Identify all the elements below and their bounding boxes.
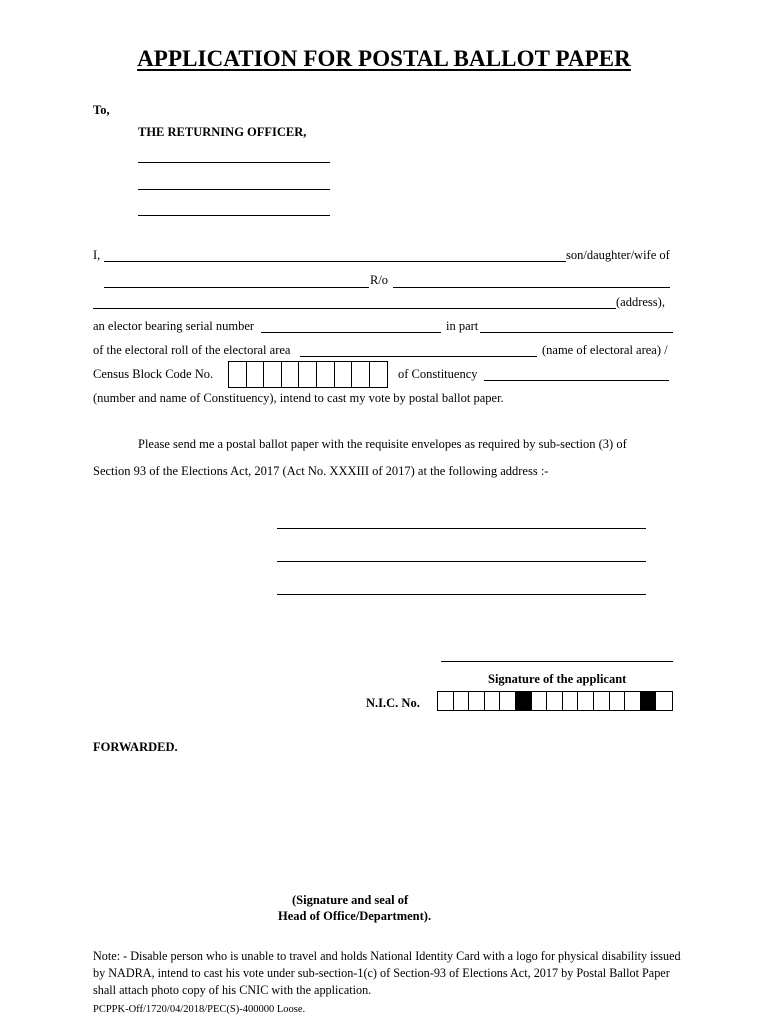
nic-digit[interactable]	[438, 692, 454, 710]
nic-digit[interactable]	[594, 692, 610, 710]
census-block-digit[interactable]	[317, 362, 335, 387]
nic-digit[interactable]	[563, 692, 579, 710]
residence-field-2[interactable]	[93, 308, 616, 309]
residence-field-1[interactable]	[393, 287, 670, 288]
returning-officer-line-2[interactable]	[138, 189, 330, 190]
census-block-digit[interactable]	[335, 362, 353, 387]
relation-name-field[interactable]	[104, 287, 369, 288]
forwarded-label: FORWARDED.	[93, 740, 178, 754]
form-reference-code: PCPPK-Off/1720/04/2018/PEC(S)-400000 Loose.	[93, 1004, 306, 1015]
disability-note: Note: - Disable person who is unable to travel and holds National Identity Card with a logo for physical disability issued by NADRA, intend to cast his vote under sub-section-1(c) of Section-93 of Elections Act, 2017 by Postal Ballot Paper shall attach photo copy of his CNIC with the application.	[93, 949, 681, 997]
nic-digit[interactable]	[656, 692, 672, 710]
nic-digit[interactable]	[532, 692, 548, 710]
nic-number-boxes[interactable]	[437, 691, 673, 711]
electoral-roll-label: of the electoral roll of the electoral area	[93, 343, 291, 357]
census-block-digit[interactable]	[247, 362, 265, 387]
seal-label-line-1: (Signature and seal of	[292, 893, 409, 907]
nic-digit[interactable]	[625, 692, 641, 710]
constituency-field[interactable]	[484, 380, 669, 381]
elector-serial-label: an elector bearing serial number	[93, 319, 255, 333]
nic-digit[interactable]	[485, 692, 501, 710]
census-block-digit[interactable]	[264, 362, 282, 387]
in-part-label: in part	[446, 319, 479, 333]
nic-digit[interactable]	[500, 692, 516, 710]
mailing-address-line-2[interactable]	[277, 561, 646, 562]
nic-label: N.I.C. No.	[366, 696, 420, 710]
census-block-digit[interactable]	[282, 362, 300, 387]
electoral-area-field[interactable]	[300, 356, 537, 357]
electoral-area-hint: (name of electoral area) /	[542, 343, 668, 357]
ro-label: R/o	[370, 273, 389, 287]
nic-digit[interactable]	[547, 692, 563, 710]
nic-digit[interactable]	[610, 692, 626, 710]
salutation: To,	[93, 103, 110, 117]
serial-number-field[interactable]	[261, 332, 441, 333]
applicant-signature-line[interactable]	[441, 661, 673, 662]
relation-label: son/daughter/wife of	[566, 248, 670, 262]
signature-label: Signature of the applicant	[488, 672, 627, 686]
returning-officer-line-3[interactable]	[138, 215, 330, 216]
of-constituency-label: of Constituency	[398, 367, 478, 381]
mailing-address-line-1[interactable]	[277, 528, 646, 529]
nic-digit[interactable]	[578, 692, 594, 710]
census-block-code-boxes[interactable]	[228, 361, 388, 388]
nic-separator	[516, 692, 532, 710]
addressee: THE RETURNING OFFICER,	[138, 125, 307, 139]
nic-digit[interactable]	[454, 692, 470, 710]
page-title: APPLICATION FOR POSTAL BALLOT PAPER	[137, 46, 631, 71]
address-suffix: (address),	[616, 295, 665, 309]
request-line-1: Please send me a postal ballot paper with the requisite envelopes as required by sub-section (3) of	[138, 437, 627, 451]
census-block-digit[interactable]	[229, 362, 247, 387]
returning-officer-line-1[interactable]	[138, 162, 330, 163]
i-prefix: I,	[93, 248, 101, 262]
nic-digit[interactable]	[469, 692, 485, 710]
nic-separator	[641, 692, 657, 710]
census-block-digit[interactable]	[299, 362, 317, 387]
census-block-digit[interactable]	[370, 362, 388, 387]
census-block-digit[interactable]	[352, 362, 370, 387]
constituency-intent-text: (number and name of Constituency), intend to cast my vote by postal ballot paper.	[93, 391, 504, 405]
part-number-field[interactable]	[480, 332, 673, 333]
seal-label-line-2: Head of Office/Department).	[278, 909, 432, 923]
census-block-label: Census Block Code No.	[93, 367, 214, 381]
applicant-name-field[interactable]	[104, 261, 566, 262]
request-line-2: Section 93 of the Elections Act, 2017 (Act No. XXXIII of 2017) at the following address :-	[93, 464, 549, 478]
mailing-address-line-3[interactable]	[277, 594, 646, 595]
